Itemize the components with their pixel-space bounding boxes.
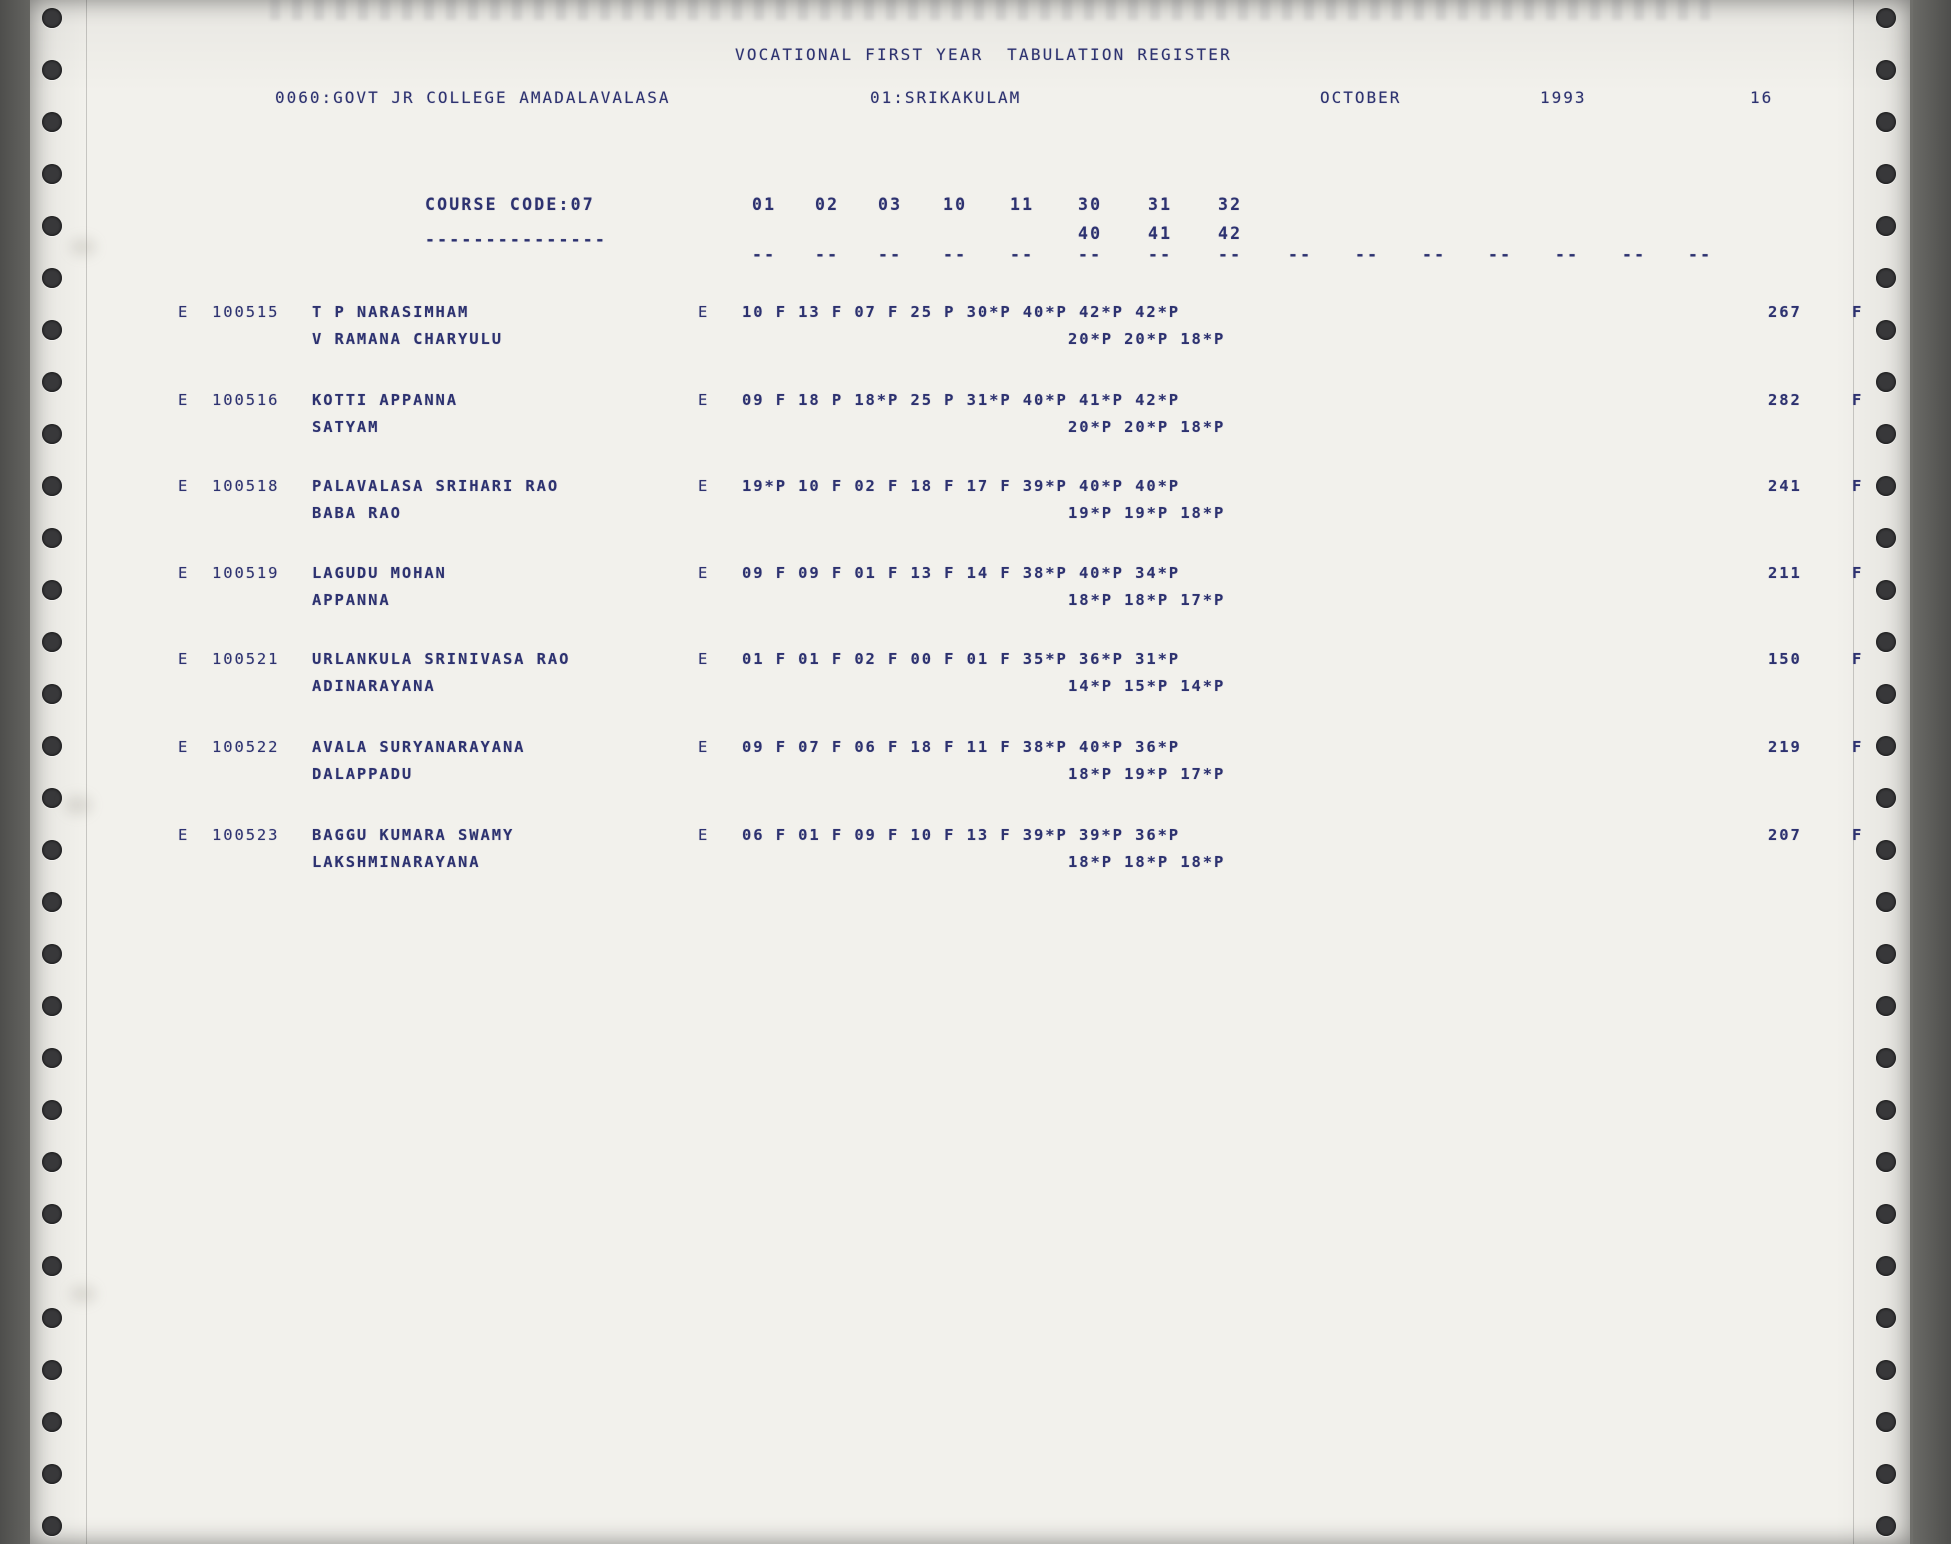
record-father-name: SATYAM bbox=[312, 418, 380, 436]
record-roll-number: 100523 bbox=[212, 826, 280, 844]
record-father-name: APPANNA bbox=[312, 591, 391, 609]
record-result: F bbox=[1852, 303, 1864, 321]
continuous-form-paper bbox=[30, 0, 1910, 1544]
record-status-flag: E bbox=[698, 564, 710, 582]
record-result: F bbox=[1852, 738, 1864, 756]
subject-col-03: 03 bbox=[878, 195, 903, 214]
record-status-flag: E bbox=[698, 303, 710, 321]
record-total: 207 bbox=[1768, 826, 1802, 844]
record-student-name: KOTTI APPANNA bbox=[312, 391, 459, 409]
record-student-name: T P NARASIMHAM bbox=[312, 303, 470, 321]
col-dash-4: -- bbox=[943, 245, 968, 264]
record-total: 150 bbox=[1768, 650, 1802, 668]
record-status-flag: E bbox=[698, 650, 710, 668]
record-result: F bbox=[1852, 564, 1864, 582]
col-dash-5: -- bbox=[1010, 245, 1035, 264]
record-result: F bbox=[1852, 477, 1864, 495]
subject-col-11: 11 bbox=[1010, 195, 1035, 214]
record-marks-line-1: 01 F 01 F 02 F 00 F 01 F 35*P 36*P 31*P bbox=[742, 650, 1181, 668]
record-exam-flag: E bbox=[178, 303, 190, 321]
record-marks-line-2: 19*P 19*P 18*P bbox=[1068, 504, 1226, 522]
record-marks-line-2: 20*P 20*P 18*P bbox=[1068, 330, 1226, 348]
record-father-name: LAKSHMINARAYANA bbox=[312, 853, 481, 871]
col-dash-14: -- bbox=[1622, 245, 1647, 264]
col-dash-8: -- bbox=[1218, 245, 1243, 264]
page-number: 16 bbox=[1750, 88, 1774, 107]
record-marks-line-1: 06 F 01 F 09 F 10 F 13 F 39*P 39*P 36*P bbox=[742, 826, 1181, 844]
record-total: 211 bbox=[1768, 564, 1802, 582]
record-marks-line-2: 20*P 20*P 18*P bbox=[1068, 418, 1226, 436]
subject-col-10: 10 bbox=[943, 195, 968, 214]
record-exam-flag: E bbox=[178, 564, 190, 582]
record-status-flag: E bbox=[698, 738, 710, 756]
scan-background-right bbox=[1913, 0, 1951, 1544]
record-marks-line-1: 09 F 07 F 06 F 18 F 11 F 38*P 40*P 36*P bbox=[742, 738, 1181, 756]
col-dash-7: -- bbox=[1148, 245, 1173, 264]
record-total: 267 bbox=[1768, 303, 1802, 321]
center-code: 0060:GOVT JR COLLEGE AMADALAVALASA bbox=[275, 88, 671, 107]
record-result: F bbox=[1852, 650, 1864, 668]
record-status-flag: E bbox=[698, 826, 710, 844]
record-roll-number: 100519 bbox=[212, 564, 280, 582]
col-dash-2: -- bbox=[815, 245, 840, 264]
course-code-rule: --------------- bbox=[425, 230, 608, 249]
record-exam-flag: E bbox=[178, 391, 190, 409]
subject-col-32: 32 bbox=[1218, 195, 1243, 214]
col-dash-9: -- bbox=[1288, 245, 1313, 264]
record-marks-line-2: 14*P 15*P 14*P bbox=[1068, 677, 1226, 695]
subject-col-30: 30 bbox=[1078, 195, 1103, 214]
subject-col-41: 41 bbox=[1148, 224, 1173, 243]
record-marks-line-1: 09 F 09 F 01 F 13 F 14 F 38*P 40*P 34*P bbox=[742, 564, 1181, 582]
record-exam-flag: E bbox=[178, 477, 190, 495]
record-father-name: ADINARAYANA bbox=[312, 677, 436, 695]
record-student-name: URLANKULA SRINIVASA RAO bbox=[312, 650, 571, 668]
record-student-name: PALAVALASA SRIHARI RAO bbox=[312, 477, 560, 495]
report-year: 1993 bbox=[1540, 88, 1587, 107]
report-month: OCTOBER bbox=[1320, 88, 1402, 107]
record-marks-line-1: 10 F 13 F 07 F 25 P 30*P 40*P 42*P 42*P bbox=[742, 303, 1181, 321]
record-student-name: BAGGU KUMARA SWAMY bbox=[312, 826, 515, 844]
subject-col-42: 42 bbox=[1218, 224, 1243, 243]
record-marks-line-2: 18*P 18*P 17*P bbox=[1068, 591, 1226, 609]
printout-content bbox=[30, 0, 1910, 1544]
record-marks-line-1: 19*P 10 F 02 F 18 F 17 F 39*P 40*P 40*P bbox=[742, 477, 1181, 495]
record-roll-number: 100515 bbox=[212, 303, 280, 321]
record-roll-number: 100516 bbox=[212, 391, 280, 409]
record-marks-line-2: 18*P 19*P 17*P bbox=[1068, 765, 1226, 783]
record-father-name: V RAMANA CHARYULU bbox=[312, 330, 503, 348]
record-exam-flag: E bbox=[178, 826, 190, 844]
record-roll-number: 100518 bbox=[212, 477, 280, 495]
record-status-flag: E bbox=[698, 391, 710, 409]
record-exam-flag: E bbox=[178, 650, 190, 668]
record-result: F bbox=[1852, 826, 1864, 844]
record-father-name: DALAPPADU bbox=[312, 765, 414, 783]
record-student-name: AVALA SURYANARAYANA bbox=[312, 738, 526, 756]
record-total: 241 bbox=[1768, 477, 1802, 495]
record-roll-number: 100522 bbox=[212, 738, 280, 756]
subject-col-02: 02 bbox=[815, 195, 840, 214]
col-dash-6: -- bbox=[1078, 245, 1103, 264]
record-status-flag: E bbox=[698, 477, 710, 495]
district-code: 01:SRIKAKULAM bbox=[870, 88, 1022, 107]
col-dash-12: -- bbox=[1488, 245, 1513, 264]
record-roll-number: 100521 bbox=[212, 650, 280, 668]
col-dash-1: -- bbox=[752, 245, 777, 264]
col-dash-3: -- bbox=[878, 245, 903, 264]
record-exam-flag: E bbox=[178, 738, 190, 756]
subject-col-01: 01 bbox=[752, 195, 777, 214]
subject-col-40: 40 bbox=[1078, 224, 1103, 243]
record-total: 282 bbox=[1768, 391, 1802, 409]
record-result: F bbox=[1852, 391, 1864, 409]
record-student-name: LAGUDU MOHAN bbox=[312, 564, 447, 582]
record-father-name: BABA RAO bbox=[312, 504, 402, 522]
col-dash-10: -- bbox=[1355, 245, 1380, 264]
col-dash-11: -- bbox=[1422, 245, 1447, 264]
col-dash-15: -- bbox=[1688, 245, 1713, 264]
record-marks-line-1: 09 F 18 P 18*P 25 P 31*P 40*P 41*P 42*P bbox=[742, 391, 1181, 409]
col-dash-13: -- bbox=[1555, 245, 1580, 264]
report-title: VOCATIONAL FIRST YEAR TABULATION REGISTER bbox=[735, 45, 1232, 64]
course-code-label: COURSE CODE:07 bbox=[425, 195, 595, 214]
record-marks-line-2: 18*P 18*P 18*P bbox=[1068, 853, 1226, 871]
subject-col-31: 31 bbox=[1148, 195, 1173, 214]
record-total: 219 bbox=[1768, 738, 1802, 756]
